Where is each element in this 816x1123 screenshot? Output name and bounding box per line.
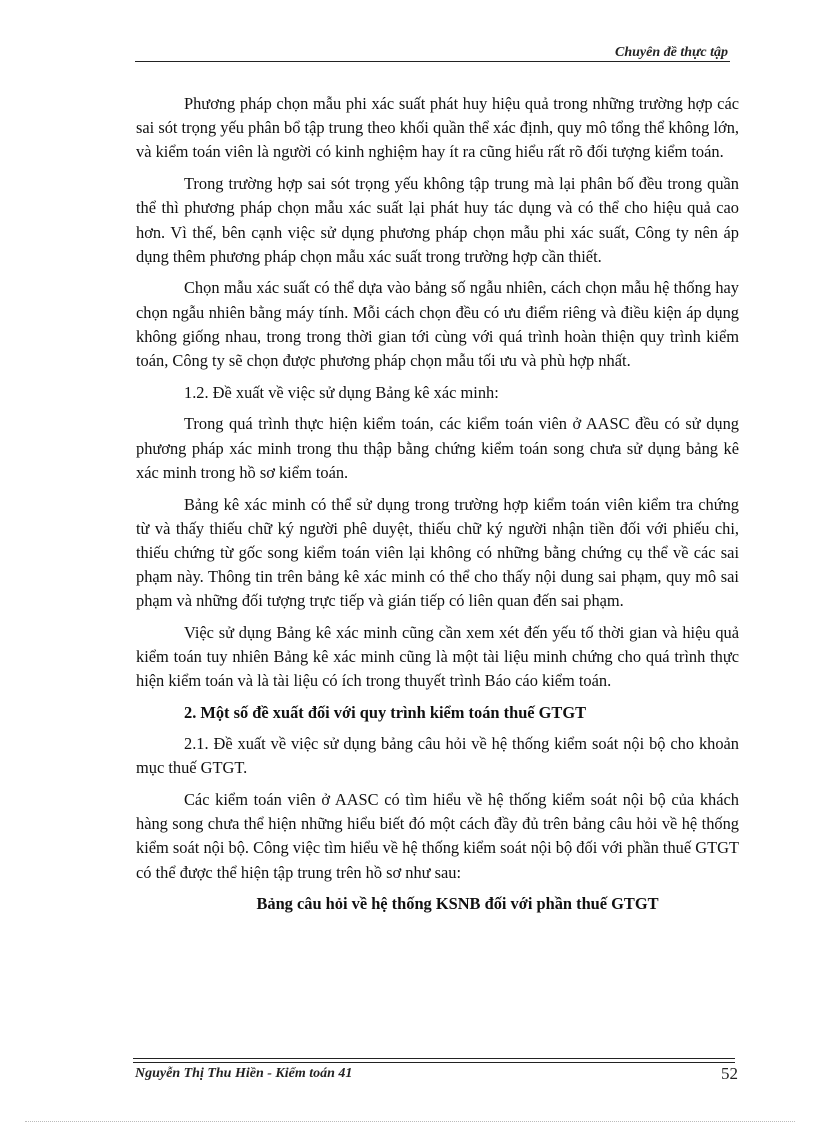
- paragraph: Chọn mẫu xác suất có thể dựa vào bảng số ngẫu nhiên, cách chọn mẫu hệ thống hay chọn ngẫu nhiên bằng máy tính. Mỗi cách chọn đều có ưu điểm riêng và điều kiện áp dụng không giống nhau, trong trong thời gian tới cùng với quá trình hoàn thiện quy trình kiểm toán, Công ty sẽ chọn được phương pháp chọn mẫu tối ưu và phù hợp nhất.: [136, 278, 739, 371]
- footer-rule: [133, 1058, 735, 1059]
- table-title: Bảng câu hỏi về hệ thống KSNB đối với phần thuế GTGT: [256, 894, 659, 914]
- header-rule: [135, 61, 730, 62]
- paragraph: Các kiểm toán viên ở AASC có tìm hiểu về hệ thống kiểm soát nội bộ của khách hàng song chưa thể hiện những hiểu biết đó một cách đầy đủ trên bảng câu hỏi về hệ thống kiểm soát nội bộ. Công việc tìm hiểu về hệ thống kiểm soát nội bộ đối với phần thuế GTGT có thể được thể hiện tập trung trên hồ sơ như sau:: [136, 790, 739, 882]
- page-boundary: [25, 1121, 795, 1122]
- paragraph: Phương pháp chọn mẫu phi xác suất phát huy hiệu quả trong những trường hợp các sai sót trọng yếu phân bổ tập trung theo khối quần thể xác định, quy mô tổng thể không lớn, và kiểm toán viên là người có kinh nghiệm hay ít ra cũng hiểu rất rõ đối tượng kiểm toán.: [136, 94, 739, 162]
- paragraph: Trong trường hợp sai sót trọng yếu không tập trung mà lại phân bố đều trong quần thể thì phương pháp chọn mẫu xác suất lại phát huy tác dụng và có thể cho hiệu quả cao hơn. Vì thế, bên cạnh việc sử dụng phương pháp chọn mẫu phi xác suất, Công ty nên áp dụng thêm phương pháp chọn mẫu xác suất trong trường hợp cần thiết.: [136, 174, 739, 266]
- page-number: 52: [721, 1064, 738, 1083]
- page-content: [136, 92, 739, 916]
- subsection-heading: 1.2. Đề xuất về việc sử dụng Bảng kê xác minh:: [184, 382, 499, 402]
- paragraph: 2.1. Đề xuất về việc sử dụng bảng câu hỏi về hệ thống kiểm soát nội bộ cho khoản mục thuế GTGT.: [136, 734, 739, 778]
- footer-rule: [133, 1062, 735, 1063]
- paragraph: Bảng kê xác minh có thể sử dụng trong trường hợp kiểm toán viên kiểm tra chứng từ và thấy thiếu chữ ký người phê duyệt, thiếu chữ ký người nhận tiền đối với phiếu chi, thiếu chứng từ gốc song kiểm toán viên lại không có những bằng chứng cụ thể về các sai phạm này. Thông tin trên bảng kê xác minh có thể cho thấy nội dung sai phạm, quy mô sai phạm và những đối tượng trực tiếp và gián tiếp có liên quan đến sai phạm.: [136, 494, 739, 611]
- paragraph: Việc sử dụng Bảng kê xác minh cũng cần xem xét đến yếu tố thời gian và hiệu quả kiểm toán tuy nhiên Bảng kê xác minh cũng là một tài liệu minh chứng cho quá trình thực hiện kiểm toán và là tài liệu có ích trong thuyết trình Báo cáo kiểm toán.: [136, 623, 739, 691]
- paragraph: Trong quá trình thực hiện kiểm toán, các kiểm toán viên ở AASC đều có sử dụng phương pháp xác minh trong thu thập bằng chứng kiểm toán song chưa sử dụng bảng kê xác minh trong hồ sơ kiểm toán.: [136, 414, 739, 482]
- header-title: Chuyên đề thực tập: [614, 45, 728, 60]
- section-heading: 2. Một số đề xuất đối với quy trình kiểm toán thuế GTGT: [184, 703, 587, 723]
- footer-author: Nguyễn Thị Thu Hiền - Kiểm toán 41: [135, 1066, 353, 1081]
